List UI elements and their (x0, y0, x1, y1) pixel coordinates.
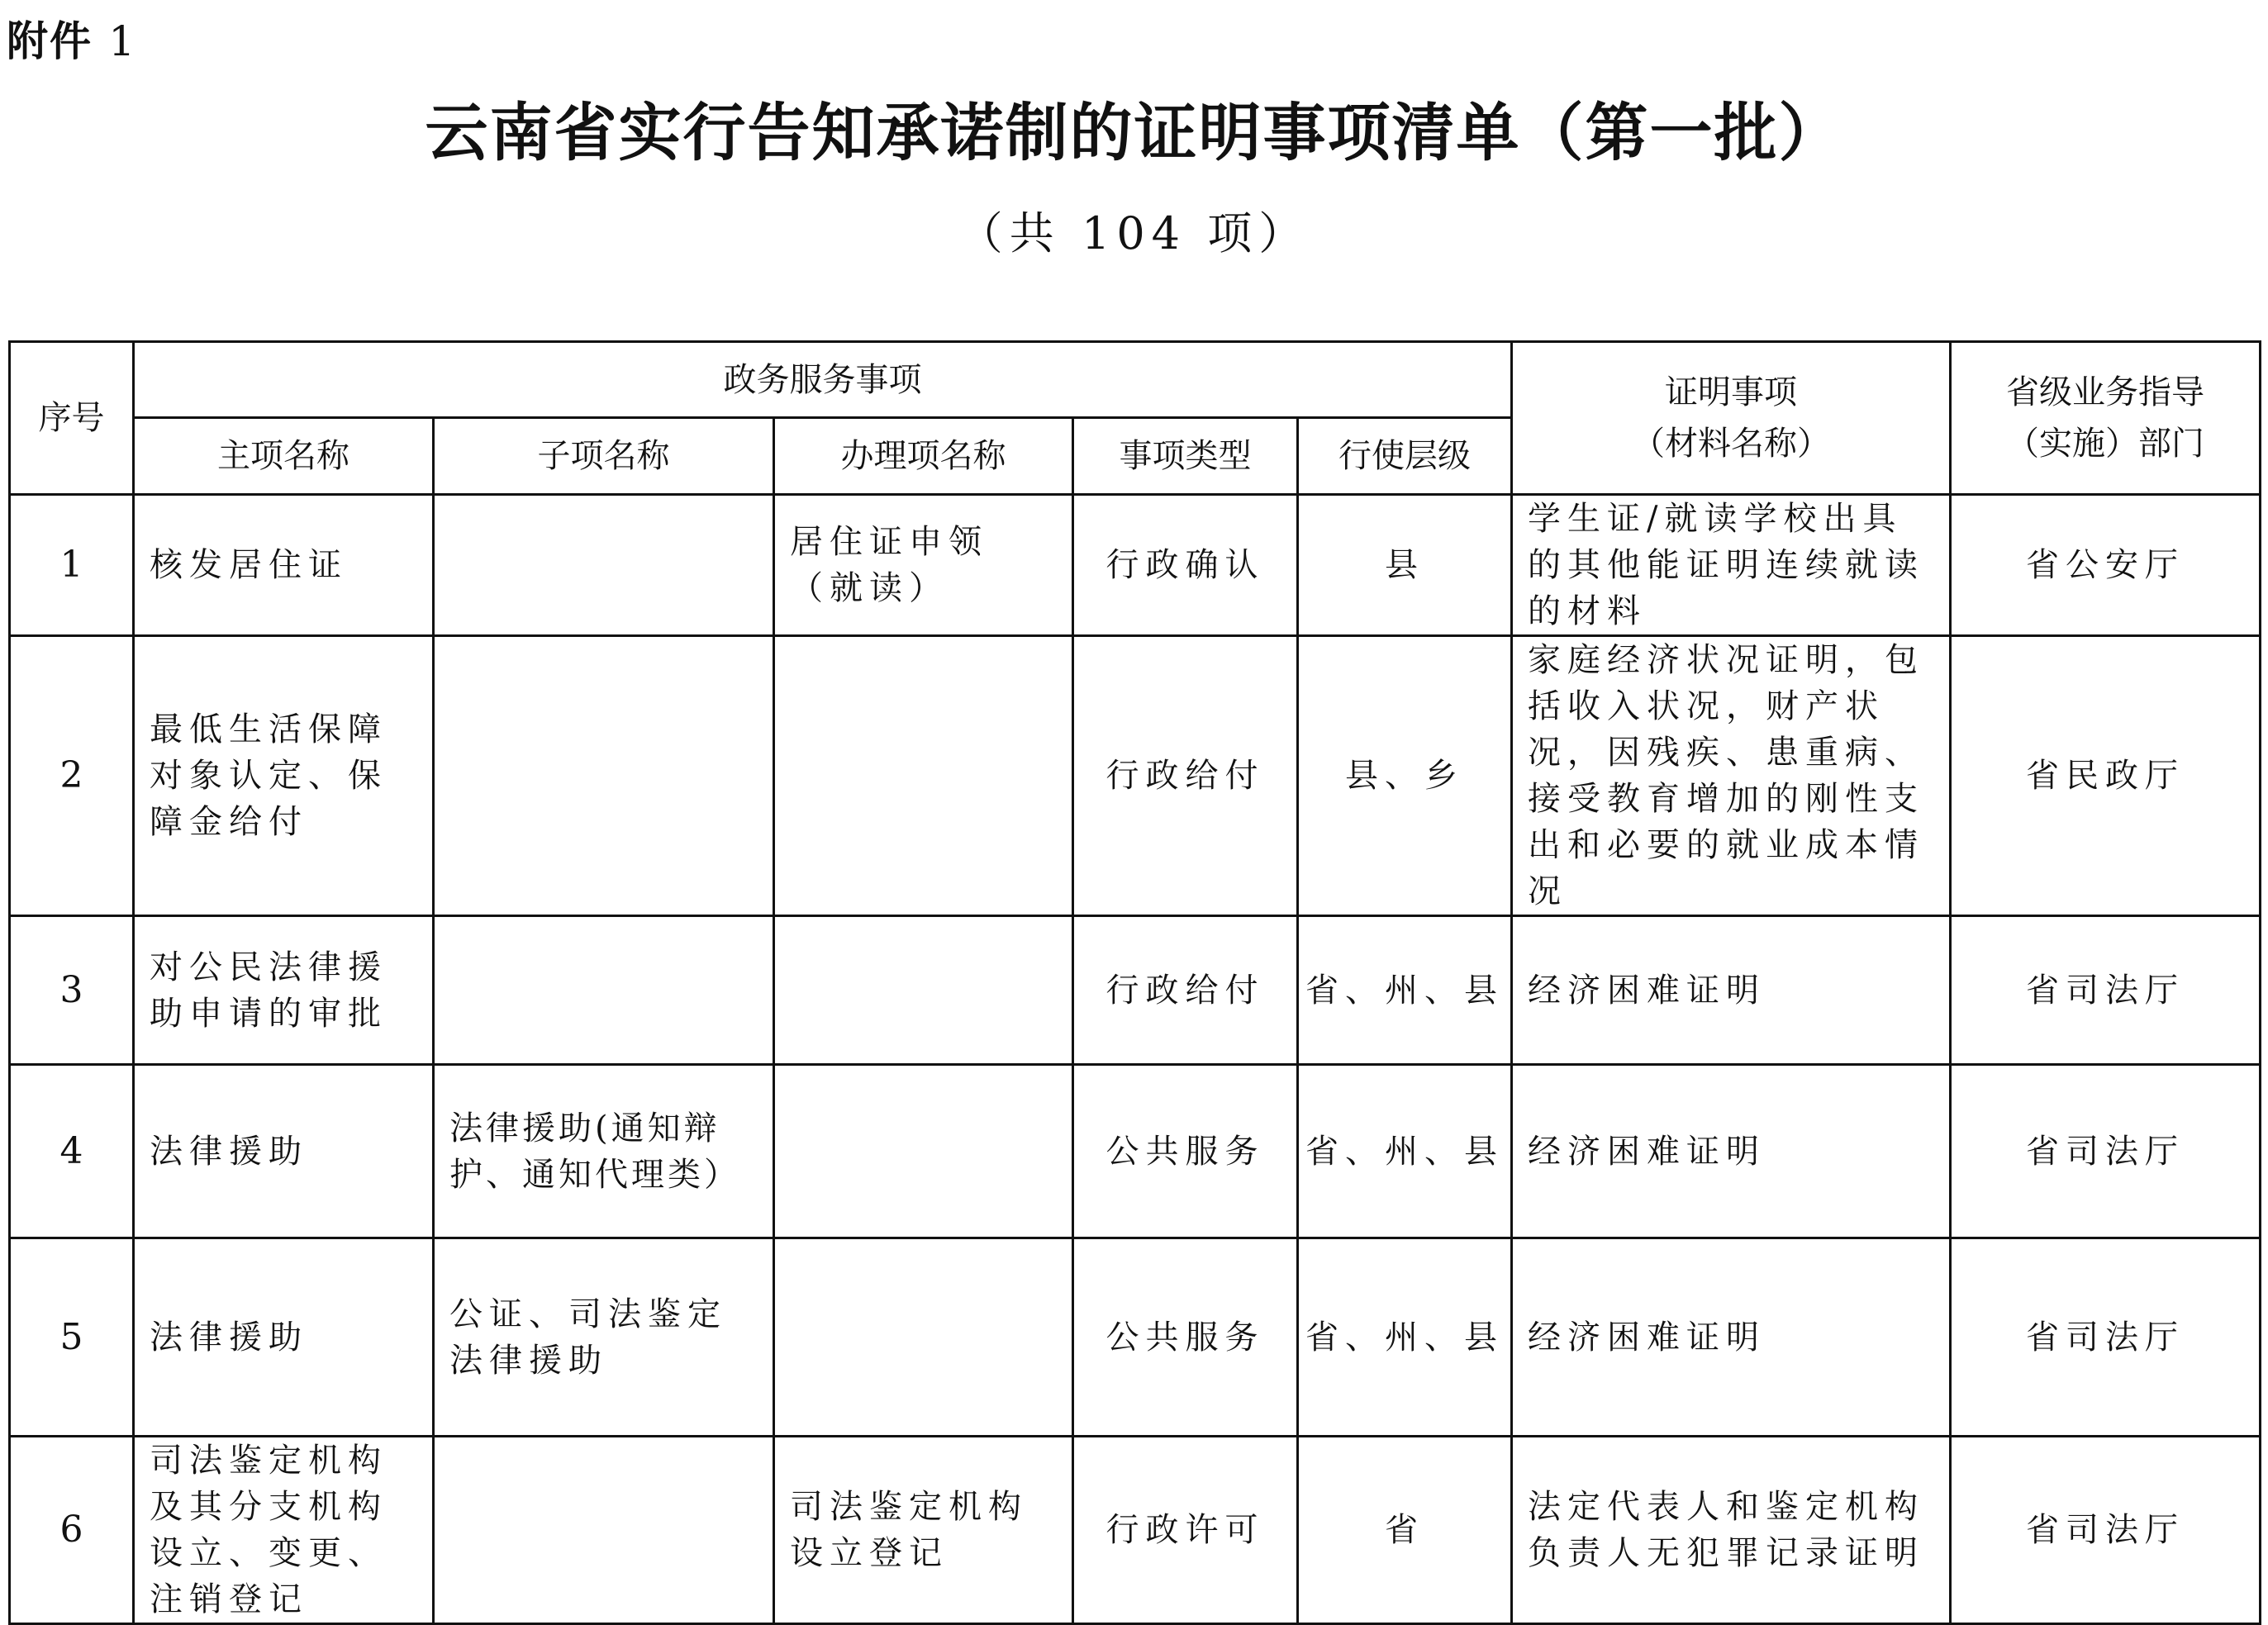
cell-sub-item (434, 495, 774, 636)
cell-seq: 5 (10, 1238, 134, 1437)
cell-department: 省司法厅 (1951, 1437, 2261, 1624)
table-row (10, 1238, 2261, 1437)
cell-seq: 1 (10, 495, 134, 636)
table-row (10, 1437, 2261, 1624)
header-dept-line1: 省级业务指导 (2006, 373, 2205, 411)
cell-department: 省公安厅 (1951, 495, 2261, 636)
cell-handle-item (774, 1238, 1073, 1437)
cell-main-item: 法律援助 (134, 1065, 434, 1238)
cell-proof: 学生证/就读学校出具的其他能证明连续就读的材料 (1512, 495, 1951, 636)
attachment-text: 附件 (7, 17, 93, 65)
table-row (10, 1065, 2261, 1238)
cell-proof: 法定代表人和鉴定机构负责人无犯罪记录证明 (1512, 1437, 1951, 1624)
cell-sub-item (434, 636, 774, 916)
cell-seq: 2 (10, 636, 134, 916)
header-sub-item: 子项名称 (434, 418, 774, 495)
table-row (10, 636, 2261, 916)
cell-main-item: 对公民法律援助申请的审批 (134, 916, 434, 1065)
cell-exercise-level: 省、州、县 (1298, 1238, 1512, 1437)
header-item-type: 事项类型 (1073, 418, 1298, 495)
cell-proof: 经济困难证明 (1512, 916, 1951, 1065)
header-main-item: 主项名称 (134, 418, 434, 495)
cell-main-item: 最低生活保障对象认定、保障金给付 (134, 636, 434, 916)
cell-exercise-level: 省、州、县 (1298, 1065, 1512, 1238)
cell-department: 省司法厅 (1951, 1065, 2261, 1238)
cell-seq: 3 (10, 916, 134, 1065)
cell-department: 省司法厅 (1951, 1238, 2261, 1437)
cell-department: 省民政厅 (1951, 636, 2261, 916)
cell-exercise-level: 省、州、县 (1298, 916, 1512, 1065)
cell-sub-item: 法律援助(通知辩护、通知代理类） (434, 1065, 774, 1238)
cell-item-type: 行政给付 (1073, 636, 1298, 916)
cell-proof: 家庭经济状况证明，包括收入状况，财产状况，因残疾、患重病、接受教育增加的刚性支出和必要的就业成本情况 (1512, 636, 1951, 916)
header-dept-line2: （实施）部门 (2006, 425, 2205, 463)
cell-handle-item (774, 1065, 1073, 1238)
cell-exercise-level: 县 (1298, 495, 1512, 636)
cell-handle-item: 居住证申领（就读） (774, 495, 1073, 636)
cell-seq: 6 (10, 1437, 134, 1624)
document-title: 云南省实行告知承诺制的证明事项清单（第一批） (425, 96, 1843, 169)
cell-main-item: 司法鉴定机构及其分支机构设立、变更、注销登记 (134, 1437, 434, 1624)
cell-exercise-level: 省 (1298, 1437, 1512, 1624)
header-row-1 (10, 342, 2261, 418)
cell-seq: 4 (10, 1065, 134, 1238)
cell-item-type: 行政给付 (1073, 916, 1298, 1065)
cell-handle-item: 司法鉴定机构设立登记 (774, 1437, 1073, 1624)
cell-main-item: 法律援助 (134, 1238, 434, 1437)
header-proof-line1: 证明事项 (1665, 373, 1798, 411)
header-seq: 序号 (10, 342, 134, 495)
table-row (10, 916, 2261, 1065)
cell-department: 省司法厅 (1951, 916, 2261, 1065)
header-proof (1512, 342, 1951, 495)
attachment-label (7, 8, 136, 74)
cell-item-type: 行政确认 (1073, 495, 1298, 636)
header-handle-item: 办理项名称 (774, 418, 1073, 495)
cell-proof: 经济困难证明 (1512, 1065, 1951, 1238)
cell-sub-item (434, 1437, 774, 1624)
header-proof-line2: （材料名称） (1632, 425, 1831, 463)
attachment-number: 1 (108, 17, 137, 65)
proof-items-table (8, 340, 2261, 1625)
cell-sub-item: 公证、司法鉴定法律援助 (434, 1238, 774, 1437)
cell-main-item: 核发居住证 (134, 495, 434, 636)
cell-item-type: 公共服务 (1073, 1065, 1298, 1238)
cell-handle-item (774, 636, 1073, 916)
cell-proof: 经济困难证明 (1512, 1238, 1951, 1437)
cell-sub-item (434, 916, 774, 1065)
header-service-group: 政务服务事项 (134, 342, 1512, 418)
header-department (1951, 342, 2261, 495)
cell-item-type: 行政许可 (1073, 1437, 1298, 1624)
cell-item-type: 公共服务 (1073, 1238, 1298, 1437)
document-subtitle: （共 104 项） (958, 207, 1310, 259)
cell-handle-item (774, 916, 1073, 1065)
cell-exercise-level: 县、乡 (1298, 636, 1512, 916)
header-exercise-level: 行使层级 (1298, 418, 1512, 495)
table-row (10, 495, 2261, 636)
